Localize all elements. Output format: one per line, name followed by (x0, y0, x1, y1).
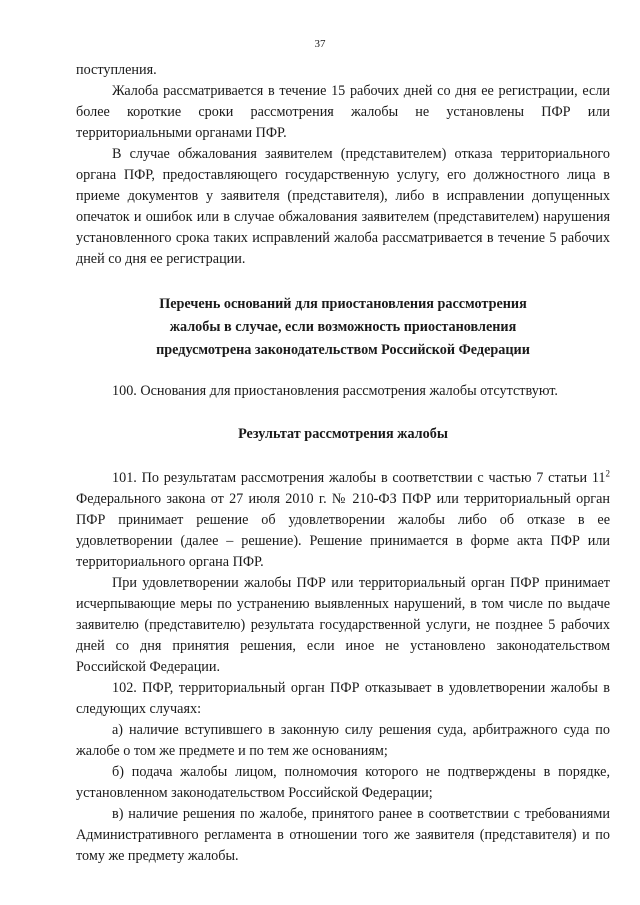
paragraph-102: 102. ПФР, территориальный орган ПФР отказывает в удовлетворении жалобы в следующих случаях: (76, 680, 610, 717)
document-body (76, 60, 610, 867)
paragraph-satisfaction: При удовлетворении жалобы ПФР или территориальный орган ПФР принимает исчерпывающие меры по устранению выявленных нарушений, в том числе по выдаче заявителю (представителю) результата государственной услуги, не позднее 5 рабочих дней со дня принятия решения, если иное не установлено законодательством Российской Федерации. (76, 575, 610, 675)
heading-line: предусмотрена законодательством Российской Федерации (156, 342, 530, 358)
section-heading-suspension (76, 293, 610, 362)
paragraph-101-part1: 101. По результатам рассмотрения жалобы в соответствии с частью 7 статьи 11 (112, 470, 606, 486)
section-heading-result: Результат рассмотрения жалобы (238, 426, 448, 442)
paragraph-appeal-refusal: В случае обжалования заявителем (представителем) отказа территориального органа ПФР, предоставляющего государственную услугу, его должностного лица в приеме документов у заявителя (представителя), либо в исправлении допущенных опечаток и ошибок или в случае обжалования заявителем (представителем) нарушения установленного срока таких исправлений жалоба рассматривается в течение 5 рабочих дней со дня ее регистрации. (76, 146, 610, 267)
superscript: 2 (605, 468, 610, 479)
list-item-b: б) подача жалобы лицом, полномочия которого не подтверждены в порядке, установленном законодательством Российской Федерации; (76, 764, 610, 801)
paragraph-101-part2: Федерального закона от 27 июля 2010 г. № 210-ФЗ ПФР или территориальный орган ПФР принимает решение об удовлетворении жалобы либо об отказе в ее удовлетворении (далее – решение). Решение принимается в форме акта ПФР или территориального органа ПФР. (76, 491, 610, 570)
list-item-c: в) наличие решения по жалобе, принятого ранее в соответствии с требованиями Административного регламента в отношении того же заявителя (представителя) и по тому же предмету жалобы. (76, 806, 610, 864)
page-number: 37 (314, 38, 326, 50)
heading-line: Перечень оснований для приостановления рассмотрения (159, 296, 527, 312)
paragraph-review-period: Жалоба рассматривается в течение 15 рабочих дней со дня ее регистрации, если более короткие сроки рассмотрения жалобы не установлены ПФР или территориальными органами ПФР. (76, 83, 610, 141)
heading-line: жалобы в случае, если возможность приостановления (169, 319, 517, 335)
paragraph-100: 100. Основания для приостановления рассмотрения жалобы отсутствуют. (112, 383, 558, 399)
paragraph-continuation: поступления. (76, 62, 157, 78)
paragraph-101 (76, 468, 610, 573)
list-item-a: а) наличие вступившего в законную силу решения суда, арбитражного суда по жалобе о том же предмете и по тем же основаниям; (76, 722, 610, 759)
